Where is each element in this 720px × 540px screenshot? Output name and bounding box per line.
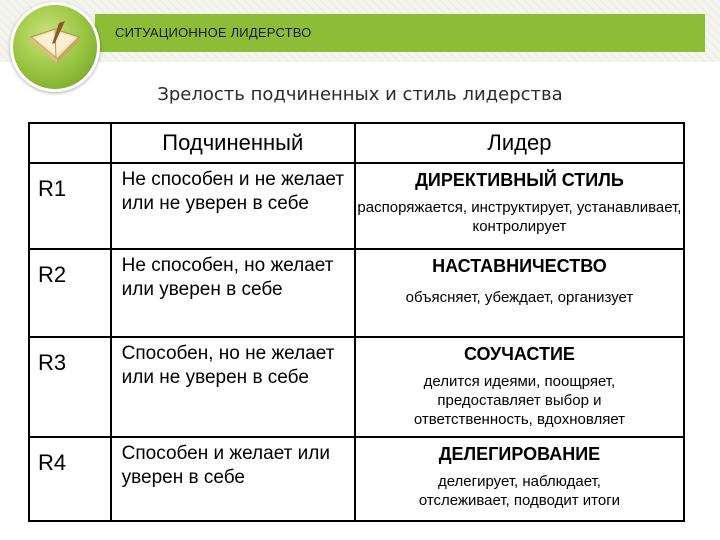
leadership-style: НАСТАВНИЧЕСТВО bbox=[432, 256, 607, 276]
table-row bbox=[29, 249, 684, 337]
row-level-label: R2 bbox=[29, 249, 111, 337]
title-bar bbox=[95, 14, 705, 52]
row-level-label: R1 bbox=[29, 163, 111, 249]
leader-cell bbox=[355, 337, 684, 437]
header-leader: Лидер bbox=[355, 123, 684, 163]
leadership-style: ДЕЛЕГИРОВАНИЕ bbox=[438, 444, 601, 464]
leader-actions: делится идеями, поощряет, предоставляет выбор и ответственность, вдохновляет bbox=[413, 373, 626, 428]
leader-cell bbox=[355, 163, 684, 249]
row-level-label: R4 bbox=[29, 437, 111, 521]
row-level-label: R3 bbox=[29, 337, 111, 437]
subtitle: Зрелость подчиненных и стиль лидерства bbox=[157, 84, 563, 105]
header-subordinate: Подчиненный bbox=[111, 123, 355, 163]
table-header-row bbox=[29, 123, 684, 163]
leader-cell bbox=[355, 249, 684, 337]
table-row bbox=[29, 163, 684, 249]
slide-title: СИТУАЦИОННОЕ ЛИДЕРСТВО bbox=[115, 25, 312, 40]
open-book-icon bbox=[25, 19, 85, 69]
leader-actions: объясняет, убеждает, организует bbox=[405, 289, 634, 306]
subordinate-cell: Не способен, но желает или уверен в себе bbox=[111, 249, 355, 337]
subordinate-cell: Способен, но не желает или не уверен в себе bbox=[111, 337, 355, 437]
leader-cell bbox=[355, 437, 684, 521]
table-row bbox=[29, 337, 684, 437]
leadership-table bbox=[28, 122, 685, 522]
table-row bbox=[29, 437, 684, 521]
subordinate-cell: Не способен и не желает или не уверен в себе bbox=[111, 163, 355, 249]
leadership-style: ДИРЕКТИВНЫЙ СТИЛЬ bbox=[415, 170, 624, 190]
subordinate-cell: Способен и желает или уверен в себе bbox=[111, 437, 355, 521]
leader-actions: распоряжается, инструктирует, устанавливает, контролирует bbox=[357, 199, 682, 235]
leadership-style: СОУЧАСТИЕ bbox=[463, 344, 575, 364]
header-cell-empty bbox=[29, 123, 111, 163]
logo bbox=[10, 2, 100, 92]
leader-actions: делегирует, наблюдает, отслеживает, подводит итоги bbox=[418, 473, 621, 509]
